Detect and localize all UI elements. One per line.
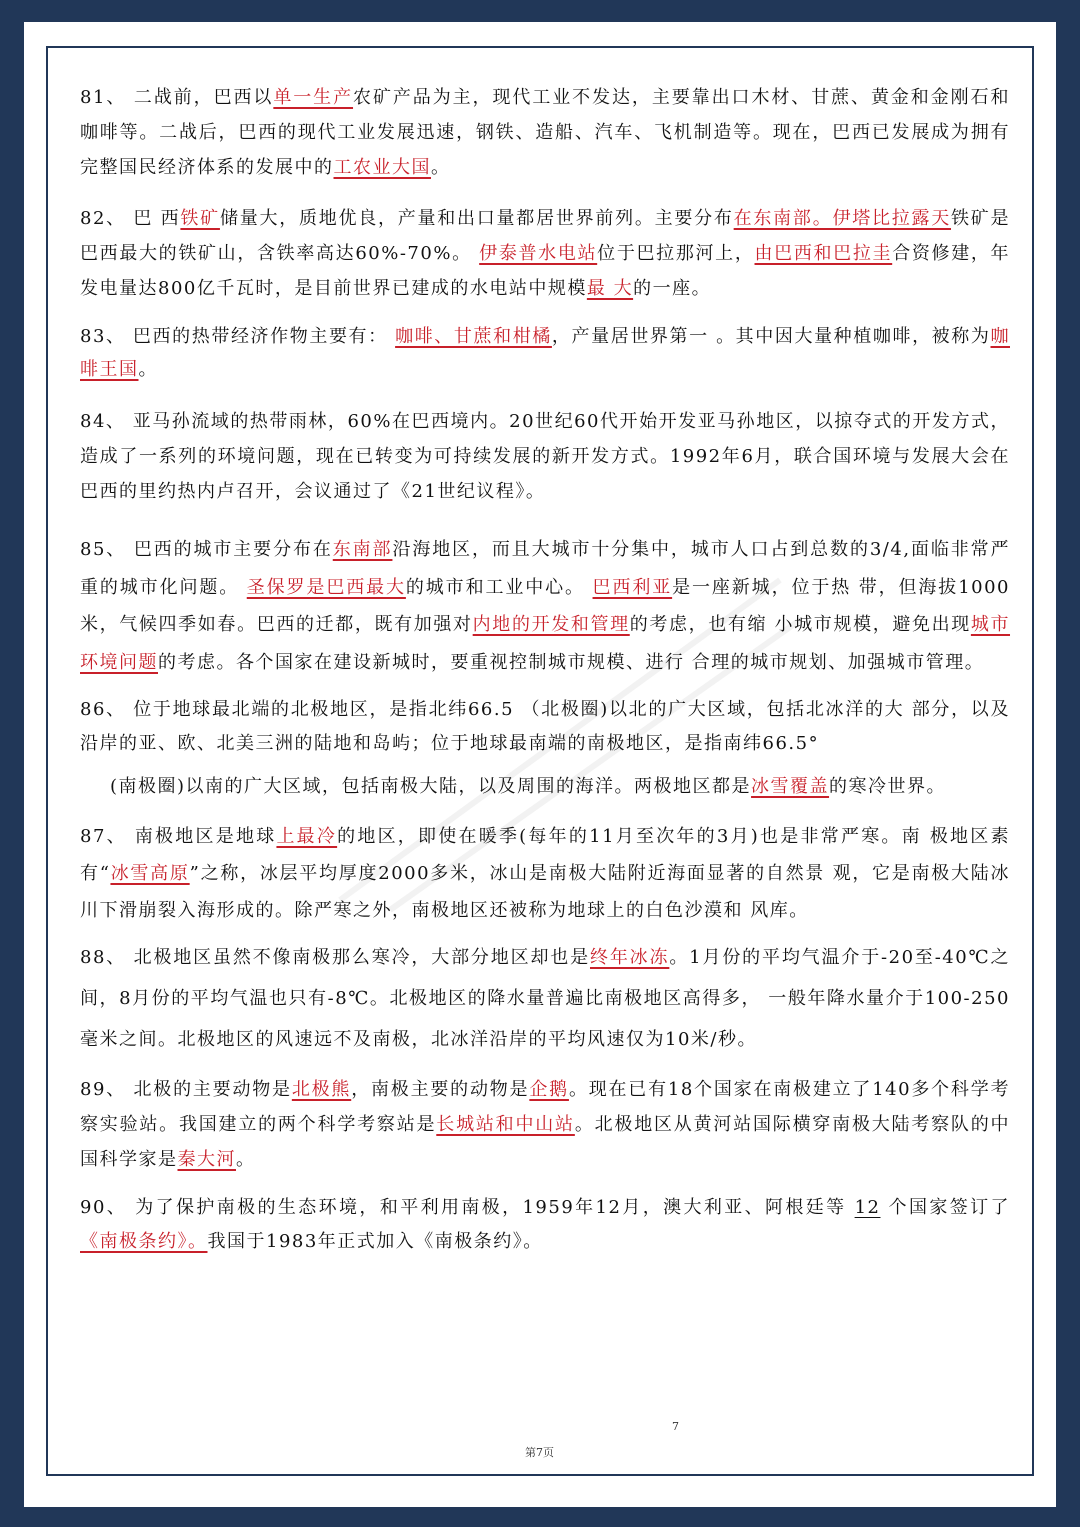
highlight-term: 由巴西和巴拉圭 (754, 243, 893, 264)
highlight-term: 在东南部。伊塔比拉露天 (733, 208, 951, 229)
highlight-term: 东南部 (332, 539, 393, 560)
paragraph-85: 85、 巴西的城市主要分布在东南部沿海地区，而且大城市十分集中，城市人口占到总数的3/4,面临非常严重的城市化问题。 圣保罗是巴西最大的城市和工业中心。 巴西利亚是一座新城，位于热 带，但海拔1000米，气候四季如春。巴西的迁都，既有加强对内地的开发和管理的考虑，也有缩 小城市规模，避免出现城市环境问题的考虑。各个国家在建设新城时，要重视控制城市规模、进行 合理的城市规划、加强城市管理。 (80, 539, 1011, 673)
highlight-term: 《南极条约》。 (80, 1231, 208, 1252)
highlight-term: 工农业大国 (333, 157, 431, 178)
highlight-term: 北极熊 (291, 1079, 352, 1100)
highlight-term: 企鹅 (529, 1079, 569, 1100)
highlight-term: 咖啡王国 (80, 326, 1010, 380)
highlight-term: 铁矿 (180, 208, 220, 229)
highlight-term: 冰雪高原 (110, 863, 190, 884)
paragraph-86: 86、 位于地球最北端的北极地区，是指北纬66.5 （北极圈)以北的广大区域，包括北冰洋的大 部分，以及沿岸的亚、欧、北美三洲的陆地和岛屿；位于地球最南端的南极地区，是指南纬66.5° (南极圈)以南的广大区域，包括南极大陆，以及周围的海洋。两极地区都是冰雪覆盖的寒冷世界。 (80, 693, 1010, 804)
highlight-term: 终年冰冻 (589, 947, 670, 968)
highlight-term: 长城站和中山站 (436, 1114, 575, 1135)
highlight-term: 秦大河 (177, 1149, 236, 1170)
paragraph-87: 87、 南极地区是地球上最冷的地区，即使在暖季(每年的11月至次年的3月)也是非常严寒。南 极地区素有“冰雪高原”之称，冰层平均厚度2000多米，冰山是南极大陆附近海面显著的自然景 观，它是南极大陆冰川下滑崩裂入海形成的。除严寒之外，南极地区还被称为地球上的白色沙漠和 风库。 (80, 826, 1011, 921)
highlight-term: 咖啡、甘蔗和柑橘 (395, 326, 552, 347)
underlined-number: 12 (854, 1197, 881, 1218)
paragraph-88: 88、 北极地区虽然不像南极那么寒冷，大部分地区却也是终年冰冻。1月份的平均气温介于-20至-40℃之间，8月份的平均气温也只有-8℃。北极地区的降水量普遍比南极地区高得多， 一般年降水量介于100-250毫米之间。北极地区的风速远不及南极，北冰洋沿岸的平均风速仅为10米/秒。 (80, 947, 1011, 1050)
highlight-term: 城市环境问题 (80, 614, 1011, 673)
highlight-term: 内地的开发和管理 (472, 614, 630, 635)
document-body (80, 80, 1010, 1259)
highlight-term: 圣保罗是巴西最大 (246, 576, 406, 598)
highlight-term: 最 大 (586, 278, 634, 299)
paragraph-84: 84、 亚马孙流域的热带雨林，60%在巴西境内。20世纪60代开始开发亚马孙地区，以掠夺式的开发方式，造成了一系列的环境问题，现在已转变为可持续发展的新开发方式。1992年6月，联合国环境与发展大会在巴西的里约热内卢召开，会议通过了《21世纪议程》。 (80, 411, 1010, 502)
paragraph-82: 82、 巴 西铁矿储量大，质地优良，产量和出口量都居世界前列。主要分布在东南部。伊塔比拉露天铁矿是巴西最大的铁矿山，含铁率高达60%-70%。 伊泰普水电站位于巴拉那河上，由巴西和巴拉圭合资修建，年发电量达800亿千瓦时，是目前世界已建成的水电站中规模最 大的一座。 (80, 208, 1011, 299)
highlight-term: 单一生产 (273, 87, 354, 108)
paragraph-83: 83、 巴西的热带经济作物主要有： 咖啡、甘蔗和柑橘，产量居世界第一 。其中因大量种植咖啡，被称为咖啡王国。 (80, 326, 1010, 380)
page-number: 7 (672, 1420, 679, 1433)
paragraph-90: 90、 为了保护南极的生态环境，和平利用南极，1959年12月，澳大利亚、阿根廷等 12 个国家签订了《南极条约》。我国于1983年正式加入《南极条约》。 (80, 1197, 1011, 1252)
highlight-term: 巴西利亚 (592, 576, 673, 598)
paragraph-81: 81、 二战前，巴西以单一生产农矿产品为主，现代工业不发达，主要靠出口木材、甘蔗、黄金和金刚石和咖啡等。二战后，巴西的现代工业发展迅速，钢铁、造船、汽车、飞机制造等。现在，巴西已发展成为拥有完整国民经济体系的发展中的工农业大国。 (80, 87, 1010, 178)
highlight-term: 伊泰普水电站 (479, 243, 598, 264)
page-label: 第7页 (525, 1446, 554, 1459)
highlight-term: 上最冷 (276, 826, 338, 847)
paragraph-89: 89、 北极的主要动物是北极熊，南极主要的动物是企鹅。现在已有18个国家在南极建立了140多个科学考察实验站。我国建立的两个科学考察站是长城站和中山站。北极地区从黄河站国际横穿南极大陆考察队的中国科学家是秦大河。 (80, 1079, 1011, 1170)
paragraph-86-continuation: (南极圈)以南的广大区域，包括南极大陆，以及周围的海洋。两极地区都是冰雪覆盖的寒冷世界。 (110, 776, 947, 797)
highlight-term: 冰雪覆盖 (751, 776, 830, 797)
